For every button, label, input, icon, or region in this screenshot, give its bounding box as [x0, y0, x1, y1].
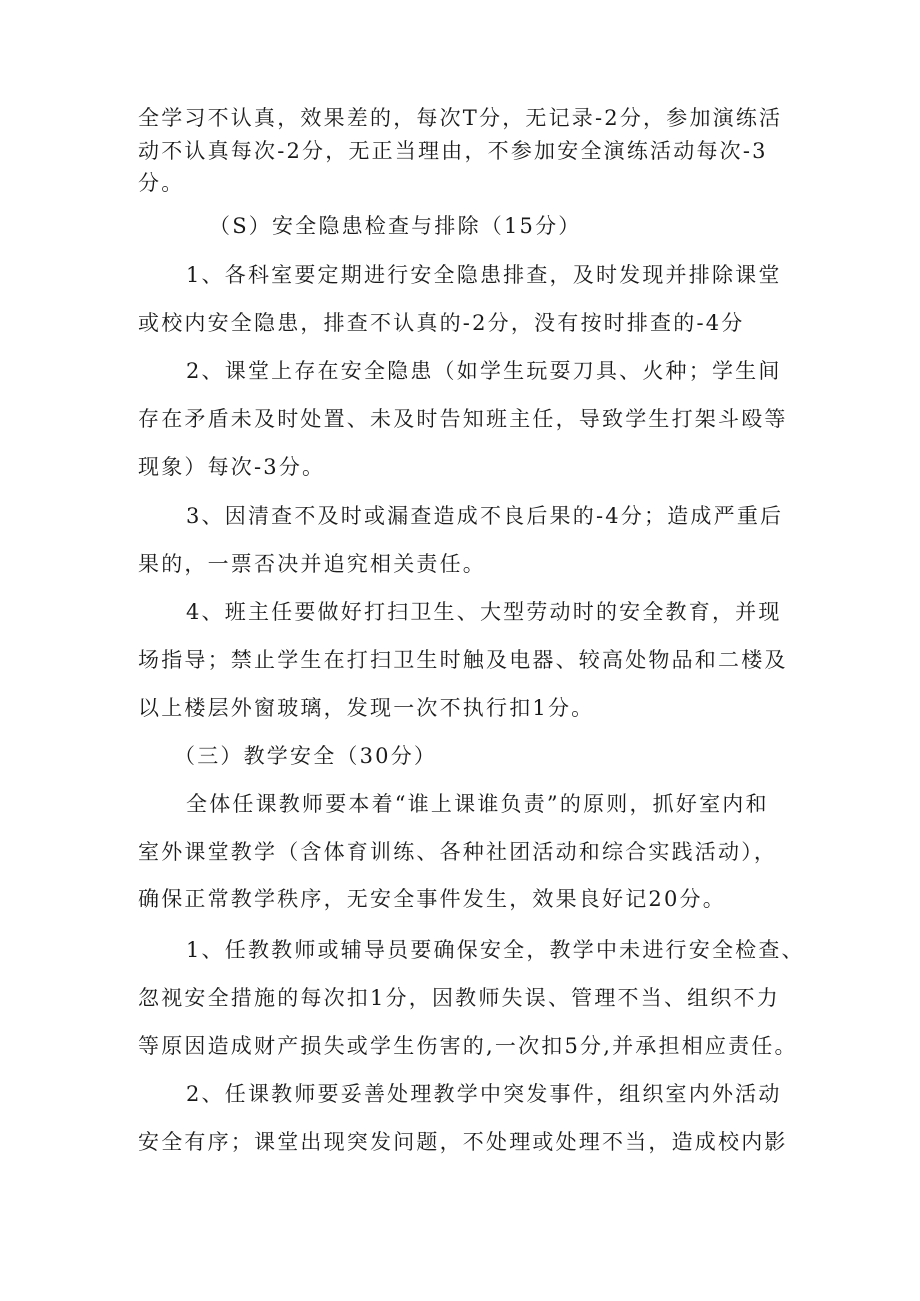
text-line: 存在矛盾未及时处置、未及时告知班主任，导致学生打架斗殴等 [138, 407, 788, 431]
text-line: 1、各科室要定期进行安全隐患排查，及时发现并排除课堂 [186, 263, 782, 287]
text-line: 全体任课教师要本着“谁上课谁负责”的原则，抓好室内和 [186, 792, 769, 816]
text-line: 2、课堂上存在安全隐患（如学生玩耍刀具、火种；学生间 [186, 359, 782, 383]
text-line: 忽视安全措施的每次扣1分，因教师失误、管理不当、组织不力 [138, 986, 780, 1010]
section-heading: （三）教学安全（30分） [174, 744, 438, 768]
text-line: 3、因清查不及时或漏查造成不良后果的-4分；造成严重后 [186, 504, 784, 528]
text-line: 等原因造成财产损失或学生伤害的,一次扣5分,并承担相应责任。 [138, 1034, 798, 1058]
text-line: 动不认真每次-2分，无正当理由，不参加安全演练活动每次-3 [138, 139, 768, 163]
section-heading: （S）安全隐患检查与排除（15分） [209, 214, 582, 238]
text-line: 或校内安全隐患，排查不认真的-2分，没有按时排查的-4分 [138, 311, 745, 335]
text-line: 2、任课教师要妥善处理教学中突发事件，组织室内外活动 [186, 1082, 782, 1106]
text-line: 场指导；禁止学生在打扫卫生时触及电器、较高处物品和二楼及 [138, 648, 788, 672]
text-line: 现象）每次-3分。 [138, 455, 326, 479]
text-line: 室外课堂教学（含体育训练、各种社团活动和综合实践活动）， [138, 840, 778, 864]
text-line: 安全有序；课堂出现突发问题，不处理或处理不当，造成校内影 [138, 1130, 788, 1154]
text-line: 分。 [138, 171, 185, 195]
text-line: 果的，一票否决并追究相关责任。 [138, 552, 486, 576]
text-line: 1、任教教师或辅导员要确保安全，教学中未进行安全检查、 [186, 938, 805, 962]
text-line: 确保正常教学秩序，无安全事件发生，效果良好记20分。 [138, 887, 726, 911]
text-line: 4、班主任要做好打扫卫生、大型劳动时的安全教育，并现 [186, 600, 782, 624]
text-line: 以上楼层外窗玻璃，发现一次不执行扣1分。 [138, 696, 595, 720]
text-line: 全学习不认真，效果差的，每次T分，无记录-2分，参加演练活 [138, 106, 783, 130]
